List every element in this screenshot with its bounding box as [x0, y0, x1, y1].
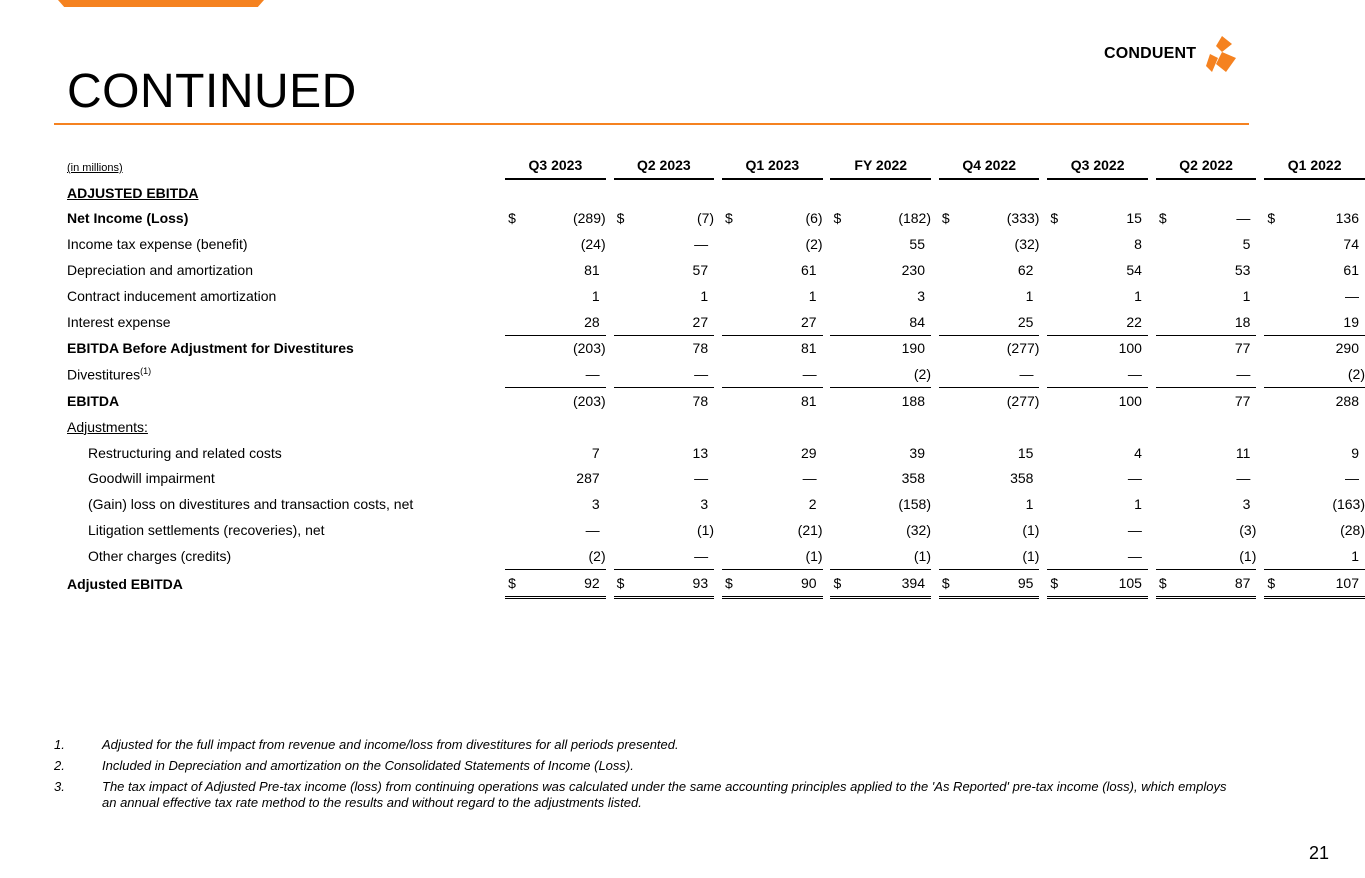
table-cell: 7 — [591, 444, 600, 461]
table-cell: (289) — [572, 210, 606, 227]
table-cell: — — [802, 470, 817, 487]
table-cell: (32) — [906, 522, 931, 539]
table-cell: (158) — [898, 496, 931, 513]
table-cell: (1) — [805, 547, 823, 564]
footnote: 1. Adjusted for the full impact from revenue and income/loss from divestitures for all periods presented. — [54, 737, 679, 752]
table-cell: 394 — [855, 569, 931, 599]
table-cell: 190 — [855, 335, 931, 362]
col-header: Q1 2023 — [722, 152, 823, 180]
units-label: (in millions) — [67, 161, 123, 174]
table-cell: — — [1127, 547, 1142, 564]
section-label: Adjustments: — [67, 418, 148, 435]
table-cell: 93 — [638, 569, 714, 599]
table-cell: — — [802, 366, 817, 383]
table-cell: (277) — [964, 335, 1040, 362]
row-label: Income tax expense (benefit) — [67, 236, 248, 253]
table-cell: 1 — [1351, 547, 1359, 564]
table-cell: (1) — [1022, 522, 1040, 539]
table-cell: 27 — [800, 313, 817, 330]
table-cell: — — [1236, 210, 1251, 227]
table-cell: 25 — [1017, 313, 1034, 330]
table-cell: 9 — [1351, 444, 1359, 461]
table-cell: 29 — [800, 444, 817, 461]
table-row — [62, 257, 1365, 283]
table-cell: — — [1236, 366, 1251, 383]
col-header: Q2 2023 — [614, 152, 715, 180]
table-cell: — — [585, 522, 600, 539]
table-cell: 92 — [530, 569, 606, 599]
table-cell: — — [1127, 522, 1142, 539]
table-cell: 13 — [692, 444, 709, 461]
table-cell: 77 — [1181, 335, 1257, 362]
table-row — [62, 335, 1365, 362]
table-cell: (7) — [696, 210, 715, 227]
table-cell: 2 — [808, 496, 817, 513]
table-cell: 1 — [1242, 287, 1251, 304]
table-cell: (2) — [1347, 366, 1365, 383]
page-number: 21 — [1309, 843, 1330, 863]
table-cell: 22 — [1126, 313, 1142, 330]
table-cell: 81 — [747, 335, 823, 362]
row-label: EBITDA Before Adjustment for Divestitures — [67, 339, 354, 356]
table-cell: 188 — [855, 387, 931, 414]
table-cell: (203) — [530, 387, 606, 414]
table-cell: 62 — [1017, 262, 1034, 279]
table-cell: 53 — [1234, 262, 1251, 279]
page-title: CONTINUED — [67, 65, 357, 118]
table-cell: 78 — [638, 335, 714, 362]
table-cell: (1) — [1022, 547, 1040, 564]
table-cell: 81 — [584, 262, 600, 279]
top-accent-tab — [58, 0, 264, 7]
row-label: Net Income (Loss) — [67, 210, 189, 227]
table-cell: 27 — [692, 313, 709, 330]
table-cell: (24) — [580, 236, 606, 253]
table-cell: 19 — [1343, 313, 1359, 330]
table-cell: 105 — [1072, 569, 1148, 599]
table-cell: 3 — [917, 287, 925, 304]
table-cell: (182) — [898, 210, 931, 227]
table-cell: (3) — [1239, 522, 1257, 539]
table-cell: 61 — [800, 262, 817, 279]
section-label: ADJUSTED EBITDA — [67, 184, 199, 201]
table-cell: 95 — [964, 569, 1040, 599]
table-cell: 1 — [1134, 287, 1142, 304]
table-cell: 55 — [909, 236, 925, 253]
table-cell: 15 — [1126, 210, 1142, 227]
table-cell: — — [694, 470, 709, 487]
table-row — [62, 309, 1365, 335]
table-cell: (1) — [1239, 547, 1257, 564]
row-label: (Gain) loss on divestitures and transaction costs, net — [88, 496, 414, 513]
table-cell: (2) — [588, 547, 606, 564]
table-cell: 3 — [591, 496, 600, 513]
table-cell: 1 — [1025, 496, 1034, 513]
table-cell: — — [1345, 470, 1359, 487]
table-row — [62, 231, 1365, 257]
table-cell: 39 — [909, 444, 925, 461]
table-cell: 54 — [1126, 262, 1142, 279]
table-row: Adjusted EBITDA $ 92 $ 93 $ 90 $ 394 $ 95 $ 105 $ 87 $ 107 — [62, 569, 1365, 599]
table-cell: 4 — [1134, 444, 1142, 461]
logo-mark-icon — [1202, 34, 1242, 74]
table-cell: (2) — [913, 366, 931, 383]
table-cell: (1) — [696, 522, 715, 539]
row-label: Divestitures$^{(1)}$ — [67, 365, 152, 383]
row-label: Interest expense — [67, 313, 171, 330]
table-cell: (6) — [805, 210, 823, 227]
col-header: Q2 2022 — [1156, 152, 1257, 180]
table-cell: 358 — [901, 470, 925, 487]
col-header: Q3 2022 — [1047, 152, 1148, 180]
col-header: Q1 2022 — [1264, 152, 1365, 180]
table-cell: 230 — [901, 262, 925, 279]
table-row — [62, 440, 1365, 466]
table-cell: 107 — [1289, 569, 1365, 599]
col-header: Q3 2023 — [505, 152, 606, 180]
table-cell: 18 — [1234, 313, 1251, 330]
table-cell: 1 — [1025, 287, 1034, 304]
table-cell: 3 — [700, 496, 709, 513]
table-row — [62, 414, 1365, 440]
table-cell: 28 — [584, 313, 600, 330]
row-label: Adjusted EBITDA — [67, 575, 183, 592]
table-row — [62, 361, 1365, 387]
table-cell: (203) — [530, 335, 606, 362]
table-cell: 136 — [1335, 210, 1359, 227]
table-cell: 87 — [1181, 569, 1257, 599]
table-cell: 78 — [638, 387, 714, 414]
table-cell: 288 — [1289, 387, 1365, 414]
logo-wordmark: CONDUENT — [1104, 45, 1197, 62]
table-cell: 1 — [591, 287, 600, 304]
table-cell: 15 — [1017, 444, 1034, 461]
row-label: Litigation settlements (recoveries), net — [88, 522, 325, 539]
footnote: 3. The tax impact of Adjusted Pre-tax income (loss) from continuing operations was calculated under the same accounting principles applied to the 'As Reported' pre-tax income (loss), which employs an annual effective tax rate method to the results and without regard to the adjustments listed. — [54, 779, 1227, 810]
table-cell: 90 — [747, 569, 823, 599]
table-cell: (32) — [1014, 236, 1040, 253]
table-cell: 61 — [1343, 262, 1359, 279]
col-header: FY 2022 — [830, 152, 931, 180]
table-cell: 8 — [1134, 236, 1142, 253]
row-label: Goodwill impairment — [88, 470, 215, 487]
table-cell: 5 — [1242, 236, 1251, 253]
table-row — [62, 387, 1365, 414]
table-cell: 1 — [700, 287, 709, 304]
table-cell: 84 — [909, 313, 925, 330]
table-cell: (1) — [913, 547, 931, 564]
row-label: Contract inducement amortization — [67, 287, 277, 304]
table-row: Net Income (Loss) $ (289) $ (7) $ (6) $ (182) $ (333) $ 15 $ — $ 136 — [62, 206, 1365, 232]
table-cell: — — [1236, 470, 1251, 487]
footnotes — [54, 737, 1234, 816]
table-cell: — — [694, 236, 709, 253]
conduent-logo — [1104, 34, 1242, 74]
table-cell: 1 — [1134, 496, 1142, 513]
title-divider — [54, 123, 1249, 125]
table-cell: — — [694, 547, 709, 564]
table-cell: 100 — [1072, 335, 1148, 362]
table-cell: 358 — [1010, 470, 1034, 487]
table-row — [62, 180, 1365, 206]
col-header: Q4 2022 — [939, 152, 1040, 180]
adjusted-ebitda-table — [62, 152, 1365, 599]
table-cell: 81 — [747, 387, 823, 414]
table-cell: — — [1345, 287, 1359, 304]
row-label: Depreciation and amortization — [67, 262, 253, 279]
table-row — [62, 517, 1365, 543]
table-cell: 3 — [1242, 496, 1251, 513]
table-cell: (163) — [1332, 496, 1365, 513]
table-cell: 77 — [1181, 387, 1257, 414]
table-cell: (28) — [1340, 522, 1365, 539]
table-row — [62, 466, 1365, 492]
header-row — [62, 152, 1365, 180]
row-label: EBITDA — [67, 392, 120, 409]
table-cell: 287 — [576, 470, 600, 487]
table-cell: (333) — [1006, 210, 1040, 227]
table-cell: 290 — [1289, 335, 1365, 362]
table-cell: — — [1127, 470, 1142, 487]
table-row — [62, 543, 1365, 569]
footnote: 2. Included in Depreciation and amortization on the Consolidated Statements of Income (Loss). — [54, 758, 634, 773]
table-cell: 100 — [1072, 387, 1148, 414]
table-cell: 74 — [1343, 236, 1359, 253]
table-row — [62, 491, 1365, 517]
table-cell: 1 — [808, 287, 817, 304]
table-row — [62, 283, 1365, 309]
table-cell: (277) — [964, 387, 1040, 414]
row-label: Other charges (credits) — [88, 547, 232, 564]
table-cell: — — [1127, 366, 1142, 383]
table-cell: (2) — [805, 236, 823, 253]
table-cell: 57 — [692, 262, 709, 279]
table-cell: 11 — [1235, 444, 1251, 461]
table-cell: — — [694, 366, 709, 383]
table-cell: — — [1019, 366, 1034, 383]
table-cell: (21) — [797, 522, 823, 539]
row-label: Restructuring and related costs — [88, 444, 282, 461]
table-cell: — — [585, 366, 600, 383]
